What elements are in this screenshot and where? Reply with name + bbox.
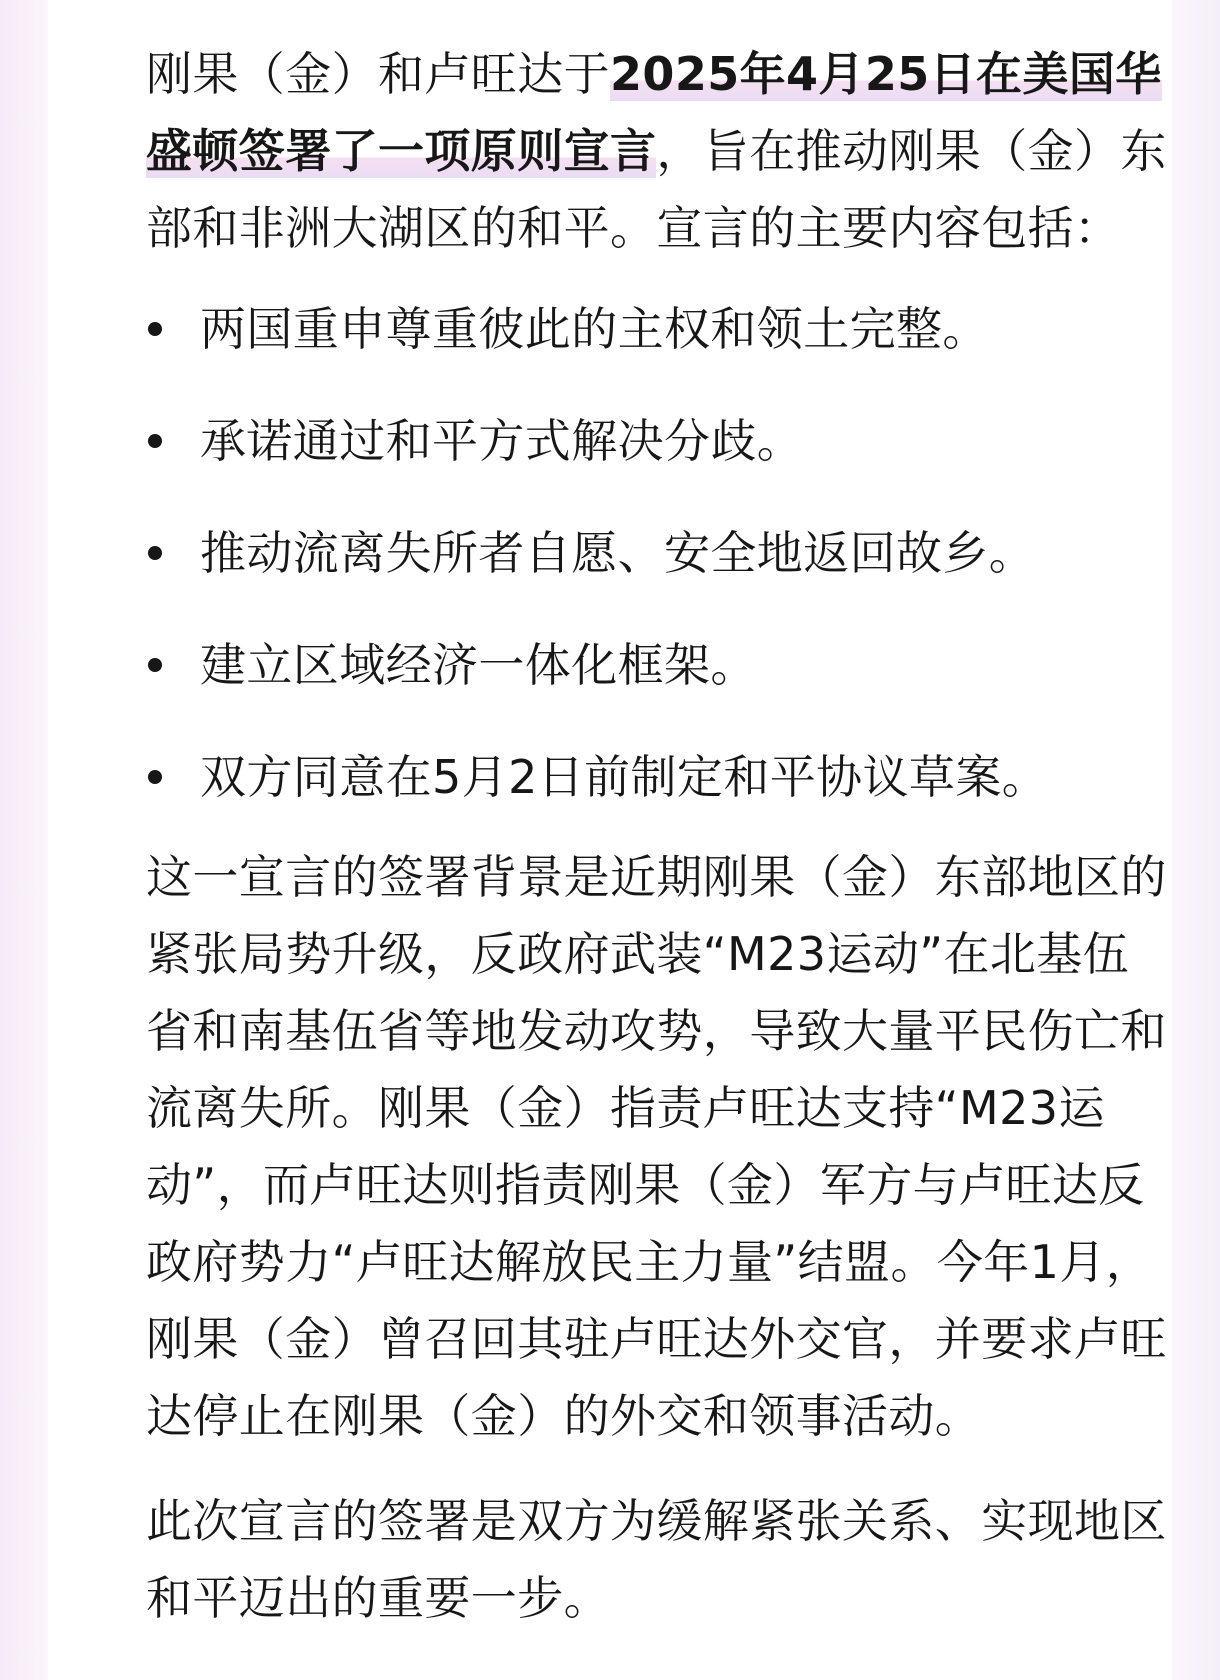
intro-lead-text: 刚果（金）和卢旺达于 (146, 47, 610, 101)
bullet-icon (148, 434, 162, 448)
bullet-icon (148, 322, 162, 336)
list-item (146, 409, 1172, 473)
list-item-text: 推动流离失所者自愿、安全地返回故乡。 (200, 526, 1036, 580)
list-item (146, 297, 1172, 361)
list-item-text: 承诺通过和平方式解决分歧。 (200, 414, 804, 468)
list-item-text: 建立区域经济一体化框架。 (200, 638, 757, 692)
conclusion-paragraph: 此次宣言的签署是双方为缓解紧张关系、实现地区和平迈出的重要一步。 (146, 1494, 1167, 1625)
list-item (146, 521, 1172, 585)
list-item-text: 双方同意在5月2日前制定和平协议草案。 (200, 750, 1049, 804)
bullet-icon (148, 658, 162, 672)
list-item (146, 633, 1172, 697)
article-card (48, 0, 1172, 1680)
highlighted-date-phrase: 2025年4月25日在美国华盛顿签署了一项原则宣言 (146, 47, 1162, 178)
background-paragraph: 这一宣言的签署背景是近期刚果（金）东部地区的紧张局势升级，反政府武装“M23运动”在北基伍省和南基伍省等地发动攻势，导致大量平民伤亡和流离失所。刚果（金）指责卢旺达支持“M23运动”，而卢旺达则指责刚果（金）军方与卢旺达反政府势力“卢旺达解放民主力量”结盟。今年1月，刚果（金）曾召回其驻卢旺达外交官，并要求卢旺达停止在刚果（金）的外交和领事活动。 (146, 850, 1167, 1443)
intro-paragraph (146, 36, 1172, 267)
bullet-icon (148, 546, 162, 560)
list-item (146, 745, 1172, 809)
bullet-icon (148, 770, 162, 784)
list-item-text: 两国重申尊重彼此的主权和领土完整。 (200, 302, 989, 356)
article-content (146, 36, 1172, 1637)
declaration-points-list (146, 297, 1172, 809)
intro-rest-text: ，旨在推动刚果（金）东部和非洲大湖区的和平。宣言的主要内容包括： (146, 124, 1167, 255)
